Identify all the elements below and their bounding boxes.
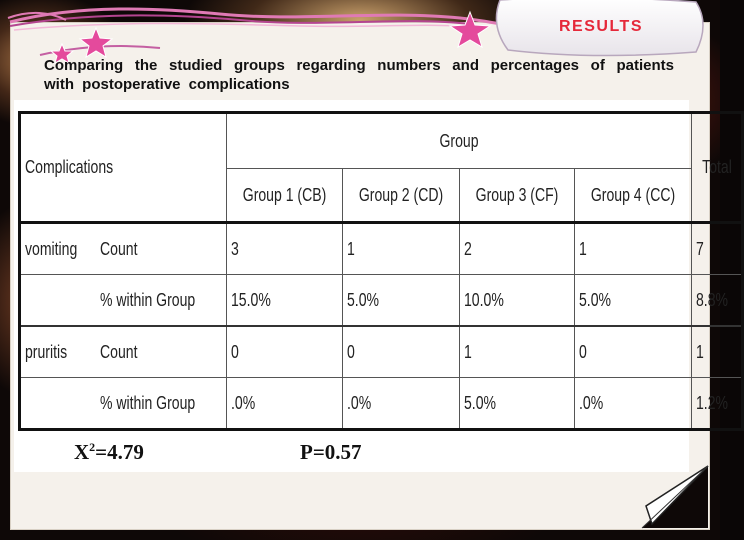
p-value: P=0.57 (300, 440, 362, 464)
total-cell: 1 (692, 326, 743, 378)
table-cell: .0% (343, 378, 460, 430)
table-row (20, 326, 743, 378)
table-cell: 10.0% (460, 275, 575, 327)
complication-spacer (20, 275, 97, 327)
measure-label: Count (96, 326, 227, 378)
total-cell: 7 (692, 223, 743, 275)
test-statistics (62, 440, 622, 468)
table-cell: 0 (227, 326, 343, 378)
table-cell: 0 (343, 326, 460, 378)
slide-heading: Comparing the studied groups regarding numbers and percentages of patients with postoperative complications (44, 57, 674, 93)
results-tab: RESULTS (559, 18, 643, 35)
table-cell: 5.0% (575, 275, 692, 327)
complications-table (18, 111, 744, 431)
total-header: Total (692, 113, 743, 223)
page-curl-icon (642, 466, 708, 528)
table-cell: .0% (575, 378, 692, 430)
table-cell: 1 (575, 223, 692, 275)
group-header: Group (227, 113, 692, 169)
column-header-group-1: Group 1 (CB) (227, 169, 343, 223)
star-icon (78, 28, 114, 58)
table-cell: 2 (460, 223, 575, 275)
table-cell: 1 (460, 326, 575, 378)
measure-label: Count (96, 223, 227, 275)
column-header-group-3: Group 3 (CF) (460, 169, 575, 223)
column-header-group-4: Group 4 (CC) (575, 169, 692, 223)
total-cell: 8.8% (692, 275, 743, 327)
table-row (20, 223, 743, 275)
complication-label: pruritis (20, 326, 97, 378)
complication-label: vomiting (20, 223, 97, 275)
table-cell: 0 (575, 326, 692, 378)
measure-label: % within Group (96, 378, 227, 430)
complication-spacer (20, 378, 97, 430)
table-cell: .0% (227, 378, 343, 430)
table-cell: 15.0% (227, 275, 343, 327)
chi-square-value: $X^2=4.79$ (74, 440, 144, 464)
table-cell: 1 (343, 223, 460, 275)
measure-label: % within Group (96, 275, 227, 327)
table-row (20, 275, 743, 327)
complications-header: Complications (20, 113, 227, 223)
table-cell: 5.0% (460, 378, 575, 430)
table-row (20, 378, 743, 430)
column-header-group-2: Group 2 (CD) (343, 169, 460, 223)
table-cell: 5.0% (343, 275, 460, 327)
table-card (14, 100, 732, 472)
total-cell: 1.2% (692, 378, 743, 430)
table-cell: 3 (227, 223, 343, 275)
